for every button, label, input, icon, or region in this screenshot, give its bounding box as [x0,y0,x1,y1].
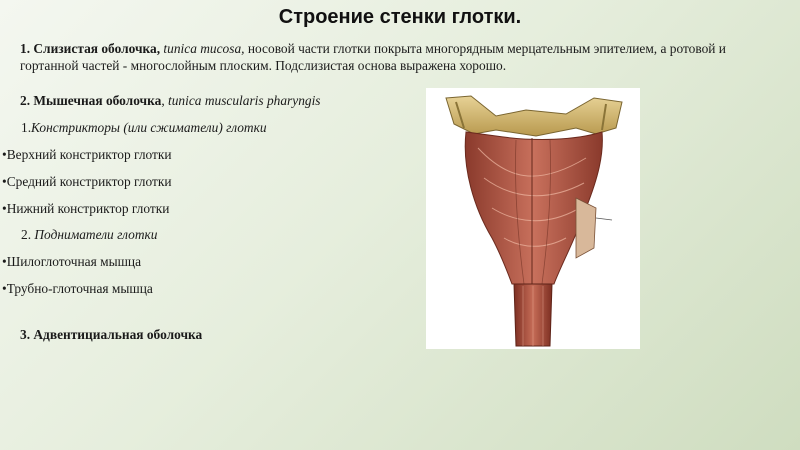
section-2-separator: , [161,93,169,108]
pharynx-muscles-illustration [426,88,640,349]
section-1-mucosa [20,40,780,74]
section-2-number: 2. [20,93,34,108]
section-1-text: носовой части глотки покрыта многорядным мерцательным эпителием, а ротовой и гортанной частей - многослойным плоским. Подслизистая основа выражена хорошо. [20,41,726,73]
levators-heading [21,227,157,243]
levators-number: 2. [21,227,35,242]
pharynx-muscles-drawing [426,88,640,349]
constrictors-number: 1. [21,120,32,135]
list-item-upper-constrictor: •Верхний констриктор глотки [2,147,172,162]
section-1-latin: tunica mucosa, [163,41,245,56]
list-item-lower-constrictor: •Нижний констриктор глотки [2,201,170,216]
slide-title: Строение стенки глотки. [278,6,522,28]
section-2-name: Мышечная оболочка [33,93,162,108]
section-2-muscularis [20,93,321,109]
list-item-stylopharyngeus: •Шилоглоточная мышца [2,254,142,269]
section-1-name: Слизистая оболочка, [33,41,161,56]
section-2-latin: tunica muscularis pharyngis [168,93,321,108]
constrictors-heading-text: Констрикторы (или сжиматели) глотки [31,120,267,135]
list-item-middle-constrictor: •Средний констриктор глотки [2,174,172,189]
section-3-title: 3. Адвентициальная оболочка [20,327,203,342]
list-item-salpingopharyngeus: •Трубно-глоточная мышца [2,281,153,296]
constrictors-heading [21,120,267,136]
section-1-number: 1. [20,41,34,56]
section-3-adventitia [20,327,202,343]
levators-heading-text: Подниматели глотки [34,227,158,242]
